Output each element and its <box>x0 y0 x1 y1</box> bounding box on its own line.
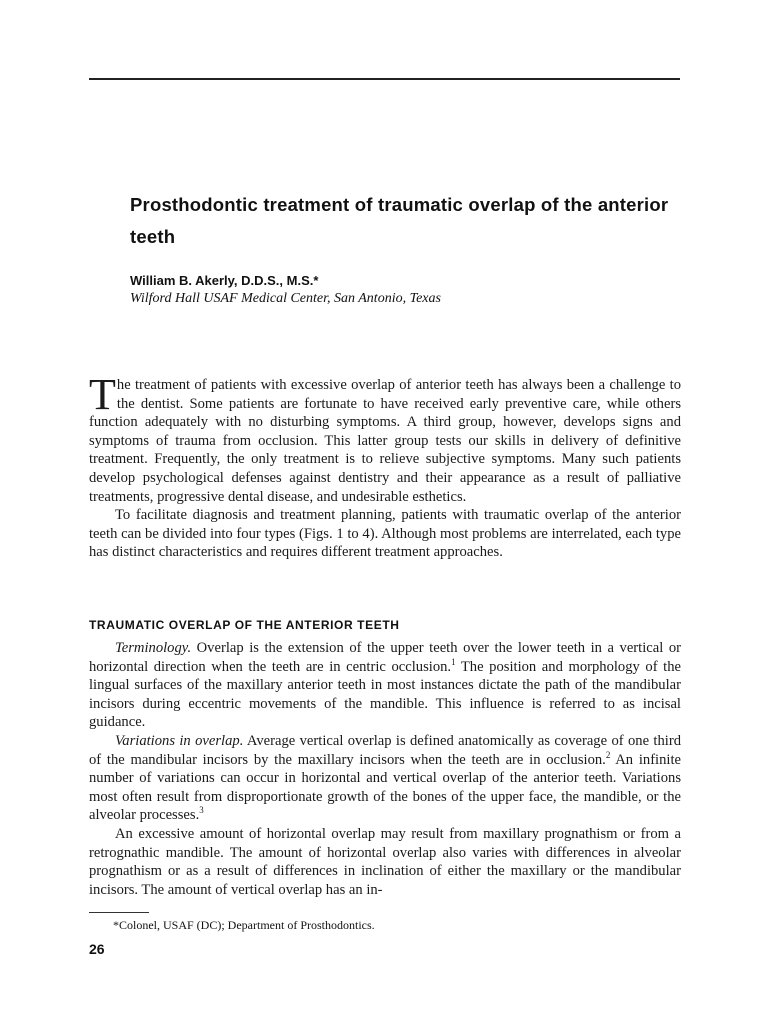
section-paragraph-1 <box>89 639 681 732</box>
intro-paragraph-1 <box>89 356 681 506</box>
author-line: William B. Akerly, D.D.S., M.S.* <box>130 273 319 288</box>
section-paragraph-2-text-a: Average vertical overlap is defined anatomically as coverage of one third of the mandibular incisors by the maxillary incisors when the teeth are in occlusion. <box>89 732 681 768</box>
section-heading: TRAUMATIC OVERLAP OF THE ANTERIOR TEETH <box>89 618 400 632</box>
affiliation-line: Wilford Hall USAF Medical Center, San Antonio, Texas <box>130 291 441 306</box>
section-paragraph-2-text-b: An infinite number of variations can occur in horizontal and vertical overlap of the anterior teeth. Variations most often result from disproportionate growth of the bones of the upper face, the mandible, or the alveolar processes. <box>89 751 681 824</box>
reference-1: 1 <box>451 656 456 667</box>
reference-2: 2 <box>605 749 611 760</box>
intro-paragraph-1-text: he treatment of patients with excessive overlap of anterior teeth has always been a challenge to the dentist. Some patients are fortunate to have received early preventive care, while others function adequately with no disturbing symptoms. A third group, however, develops signs and symptoms of trauma from occlusion. This latter group tests our skills in delivery of definitive treatment. Frequently, the only treatment is to relieve subjective symptoms. Many such patients develop psychological defenses against dentistry and their appearance as a result of palliative treatments, progressive dental disease, and undesirable esthetics. <box>89 377 681 505</box>
section-paragraph-3: An excessive amount of horizontal overlap may result from maxillary prognathism or from a retrognathic mandible. The amount of horizontal overlap also varies with differences in alveolar prognathism or as a result of differences in inclination of either the maxillary or the mandibular incisors. The amount of vertical overlap has an in- <box>89 825 681 898</box>
footnote-rule <box>89 912 149 913</box>
drop-cap: T <box>89 370 116 419</box>
article-title: Prosthodontic treatment of traumatic overlap of the anterior teeth <box>130 194 669 247</box>
terminology-term: Terminology. <box>115 640 192 656</box>
variations-term: Variations in overlap. <box>115 732 244 749</box>
section-paragraph-1-text-a: Overlap is the extension of the upper teeth over the lower teeth in a vertical or horizontal direction when the teeth are in centric occlusion. <box>89 640 681 675</box>
footnote: *Colonel, USAF (DC); Department of Prosthodontics. <box>113 918 375 932</box>
section-paragraph-1-text-b: The position and morphology of the lingual surfaces of the maxillary anterior teeth in most instances dictate the path of the mandibular incisors during eccentric movements of the mandible. This influence is referred to as incisal guidance. <box>89 658 682 731</box>
section-paragraph-2 <box>89 732 681 825</box>
section-body <box>89 639 681 899</box>
top-rule <box>89 78 680 80</box>
page-number: 26 <box>89 941 105 957</box>
intro-section <box>89 356 681 562</box>
reference-3: 3 <box>199 805 204 816</box>
intro-paragraph-2: To facilitate diagnosis and treatment planning, patients with traumatic overlap of the anterior teeth can be divided into four types (Figs. 1 to 4). Although most problems are interrelated, each type has distinct characteristics and requires different treatment approaches. <box>89 507 681 561</box>
